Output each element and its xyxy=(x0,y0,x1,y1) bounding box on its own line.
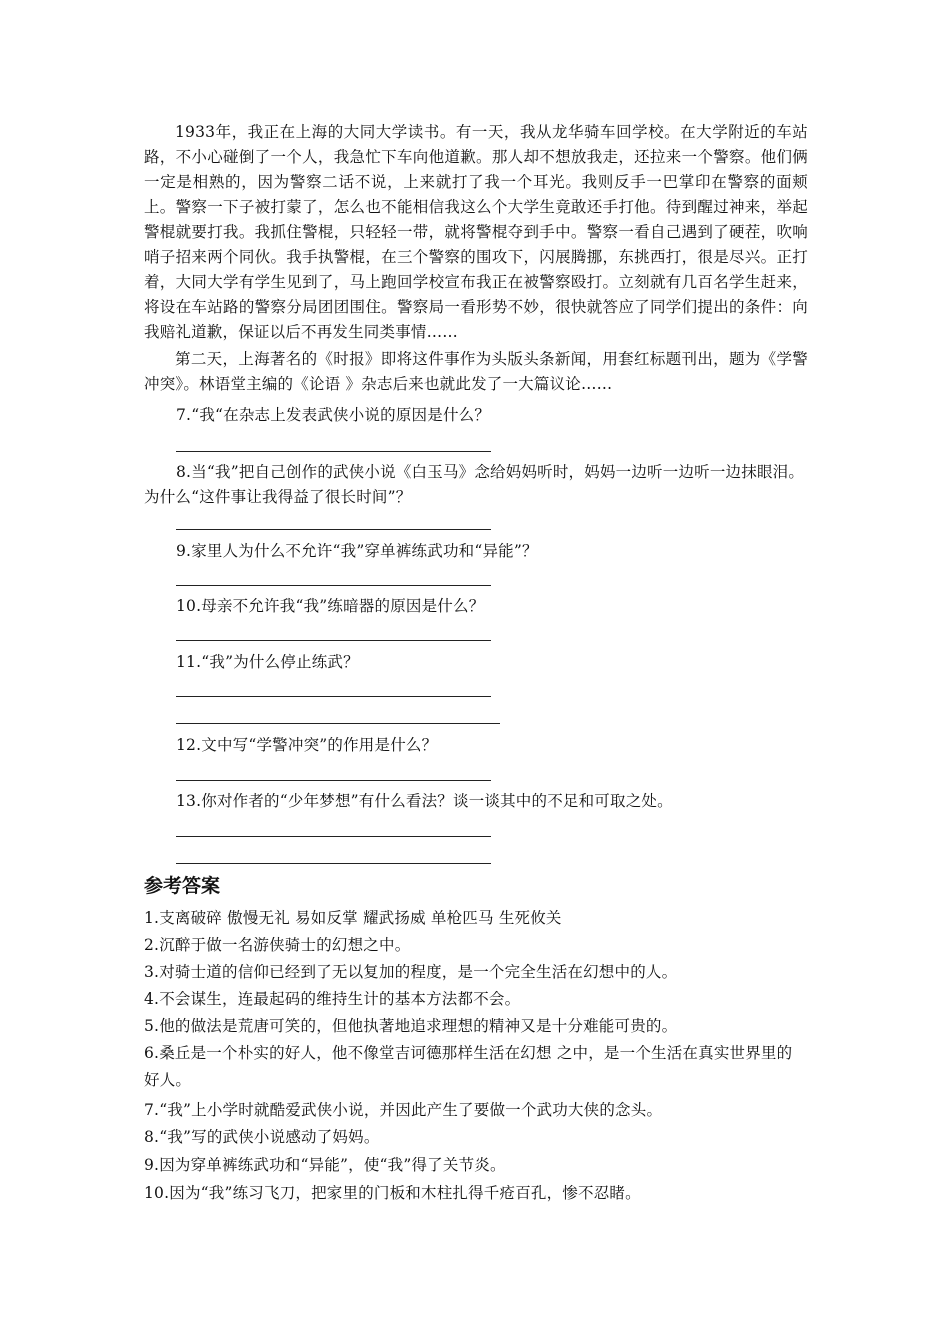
passage-paragraph-2: 第二天，上海著名的《时报》即将这件事作为头版头条新闻，用套红标题刊出，题为《学警冲突》。林语堂主编的《论语 》杂志后来也就此发了一大篇议论…… xyxy=(144,350,808,393)
question-12: 12.文中写“学警冲突”的作用是什么？ xyxy=(176,736,438,754)
answer-line-12[interactable] xyxy=(176,780,491,781)
answer-line-7[interactable] xyxy=(176,451,491,452)
question-8: 8.当“我”把自己创作的武侠小说《白玉马》念给妈妈听时，妈妈一边听一边听一边抹眼泪。为什么“这件事让我得益了很长时间”？ xyxy=(144,463,805,506)
answer-line-13b[interactable] xyxy=(176,863,491,864)
question-10: 10.母亲不允许我“我”练暗器的原因是什么？ xyxy=(176,597,485,615)
answer-1: 1.支离破碎 傲慢无礼 易如反掌 耀武扬威 单枪匹马 生死攸关 xyxy=(144,909,562,927)
answer-7: 7.“我”上小学时就酷爱武侠小说，并因此产生了要做一个武功大侠的念头。 xyxy=(144,1101,663,1119)
answer-4: 4.不会谋生，连最起码的维持生计的基本方法都不会。 xyxy=(144,990,521,1008)
question-11: 11.“我”为什么停止练武？ xyxy=(176,653,359,671)
answer-section-heading: 参考答案 xyxy=(144,875,221,897)
answer-8: 8.“我”写的武侠小说感动了妈妈。 xyxy=(144,1128,380,1146)
answer-10: 10.因为“我”练习飞刀，把家里的门板和木柱扎得千疮百孔，惨不忍睹。 xyxy=(144,1184,641,1202)
question-7: 7.“我“在杂志上发表武侠小说的原因是什么？ xyxy=(176,406,491,424)
answer-2: 2.沉醉于做一名游侠骑士的幻想之中。 xyxy=(144,936,411,954)
answer-3: 3.对骑士道的信仰已经到了无以复加的程度，是一个完全生活在幻想中的人。 xyxy=(144,963,678,981)
answer-line-11a[interactable] xyxy=(176,696,491,697)
answer-line-10[interactable] xyxy=(176,640,491,641)
answer-line-9[interactable] xyxy=(176,585,491,586)
answer-line-13a[interactable] xyxy=(176,836,491,837)
answer-6: 6.桑丘是一个朴实的好人，他不像堂吉诃德那样生活在幻想 之中，是一个生活在真实世界里的好人。 xyxy=(144,1044,793,1089)
question-13: 13.你对作者的“少年梦想”有什么看法？谈一谈其中的不足和可取之处。 xyxy=(176,792,673,810)
answer-9: 9.因为穿单裤练武功和“异能”，使“我”得了关节炎。 xyxy=(144,1156,506,1174)
answer-line-8[interactable] xyxy=(176,529,491,530)
question-9: 9.家里人为什么不允许“我”穿单裤练武功和“异能”？ xyxy=(176,542,538,560)
passage-paragraph-1: 1933年，我正在上海的大同大学读书。有一天，我从龙华骑车回学校。在大学附近的车站路，不小心碰倒了一个人，我急忙下车向他道歉。那人却不想放我走，还拉来一个警察。他们俩一定是相熟的，因为警察二话不说，上来就打了我一个耳光。我则反手一巴掌印在警察的面颊上。警察一下子被打蒙了，怎么也不能相信我这么个大学生竟敢还手打他。待到醒过神来，举起警棍就要打我。我抓住警棍，只轻轻一带，就将警棍夺到手中。警察一看自己遇到了硬茬，吹响哨子招来两个同伙。我手执警棍，在三个警察的围攻下，闪展腾挪，东挑西打，很是尽兴。正打着，大同大学有学生见到了，马上跑回学校宣布我正在被警察殴打。立刻就有几百名学生赶来，将设在车站路的警察分局团团围住。警察局一看形势不妙，很快就答应了同学们提出的条件：向我赔礼道歉，保证以后不再发生同类事情…… xyxy=(144,123,808,341)
answer-line-11b[interactable] xyxy=(176,723,500,724)
answer-5: 5.他的做法是荒唐可笑的，但他执著地追求理想的精神又是十分难能可贵的。 xyxy=(144,1017,678,1035)
